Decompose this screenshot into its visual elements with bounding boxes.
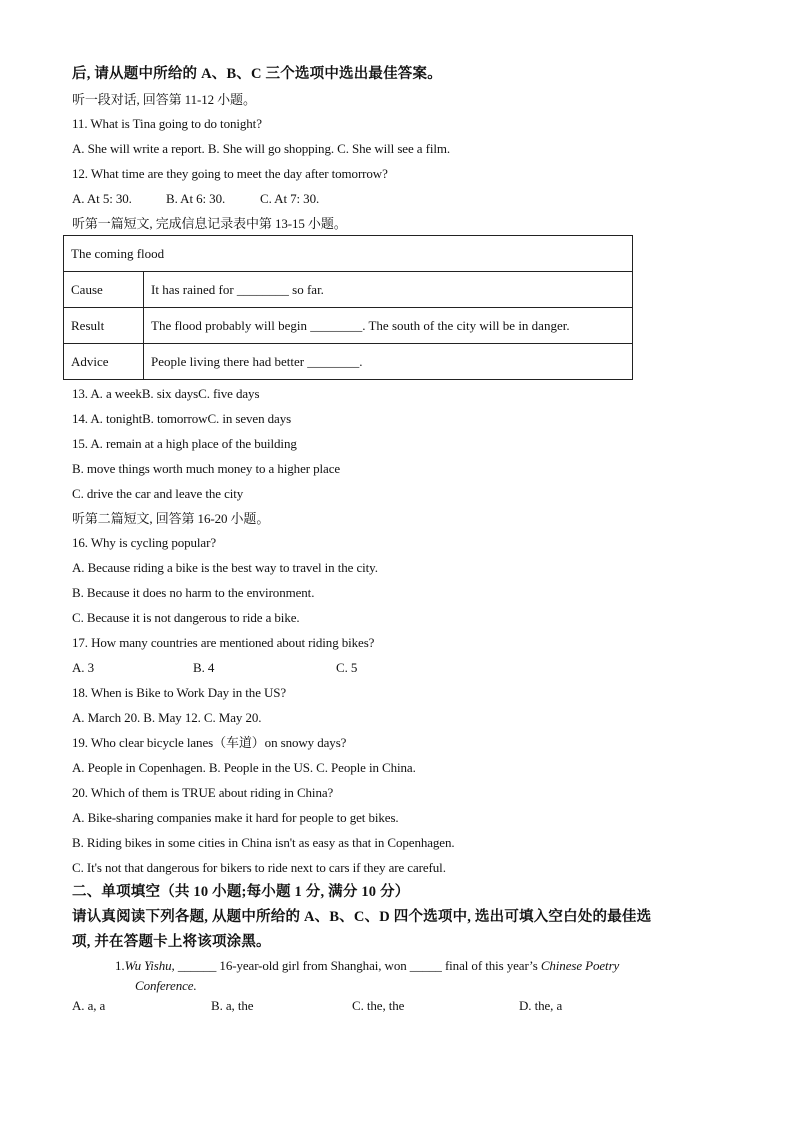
info-record-table <box>63 235 633 380</box>
question-20-option-c: C. It's not that dangerous for bikers to ride next to cars if they are careful. <box>72 860 446 875</box>
option-a: A. a, a <box>72 998 106 1013</box>
question-16-option-b: B. Because it does no harm to the environment. <box>72 585 315 600</box>
question-15-option-c: C. drive the car and leave the city <box>72 486 244 501</box>
person-name: Wu Yishu, <box>124 958 175 973</box>
row-text: The flood probably will begin ________. The south of the city will be in danger. <box>144 308 633 344</box>
option-d: D. the, a <box>519 998 563 1013</box>
question-20: 20. Which of them is TRUE about riding in China? <box>72 785 334 800</box>
option-b: B. 4 <box>193 660 215 675</box>
question-16-option-a: A. Because riding a bike is the best way to travel in the city. <box>72 560 378 575</box>
question-13: 13. A. a weekB. six daysC. five days <box>72 386 260 401</box>
listening-instruction-13-15: 听第一篇短文, 完成信息记录表中第 13-15 小题。 <box>72 216 347 231</box>
question-14: 14. A. tonightB. tomorrowC. in seven days <box>72 411 292 426</box>
table-row <box>64 308 633 344</box>
row-text: People living there had better ________. <box>144 344 633 380</box>
option-b: B. At 6: 30. <box>166 191 226 206</box>
question-12-options <box>72 191 319 207</box>
program-title: Chinese Poetry <box>540 958 620 973</box>
option-a: A. 3 <box>72 660 94 675</box>
option-c: C. the, the <box>352 998 405 1013</box>
option-c: C. 5 <box>336 660 358 675</box>
question-12: 12. What time are they going to meet the day after tomorrow? <box>72 166 388 181</box>
question-20-option-b: B. Riding bikes in some cities in China isn't as easy as that in Copenhagen. <box>72 835 455 850</box>
table-title-row <box>64 236 633 272</box>
question-18-options: A. March 20. B. May 12. C. May 20. <box>72 710 262 725</box>
question-19: 19. Who clear bicycle lanes（车道）on snowy days? <box>72 735 347 750</box>
question-11-options: A. She will write a report. B. She will go shopping. C. She will see a film. <box>72 141 451 156</box>
question-17: 17. How many countries are mentioned about riding bikes? <box>72 635 375 650</box>
table-row <box>64 272 633 308</box>
section-2-instruction-line-2: 项, 并在答题卡上将该项涂黑。 <box>72 934 271 950</box>
section-2-question-1-options <box>72 998 562 1014</box>
listening-instruction-11-12: 听一段对话, 回答第 11-12 小题。 <box>72 92 256 107</box>
question-text: ______ 16-year-old girl from Shanghai, won _____ final of this year’s <box>174 958 541 973</box>
option-c: C. At 7: 30. <box>260 191 320 206</box>
question-16: 16. Why is cycling popular? <box>72 535 217 550</box>
question-17-options <box>72 660 357 676</box>
question-16-option-c: C. Because it is not dangerous to ride a bike. <box>72 610 300 625</box>
instruction-heading: 后, 请从题中所给的 A、B、C 三个选项中选出最佳答案。 <box>72 66 442 82</box>
section-2-title: 二、单项填空（共 10 小题;每小题 1 分, 满分 10 分） <box>72 884 410 900</box>
row-label: Advice <box>64 344 144 380</box>
question-18: 18. When is Bike to Work Day in the US? <box>72 685 287 700</box>
table-title: The coming flood <box>64 236 633 272</box>
section-2-question-1 <box>115 958 619 974</box>
row-text: It has rained for ________ so far. <box>144 272 633 308</box>
question-20-option-a: A. Bike-sharing companies make it hard for people to get bikes. <box>72 810 399 825</box>
question-15-option-b: B. move things worth much money to a higher place <box>72 461 341 476</box>
row-label: Cause <box>64 272 144 308</box>
option-a: A. At 5: 30. <box>72 191 132 206</box>
table-row <box>64 344 633 380</box>
question-19-options: A. People in Copenhagen. B. People in the US. C. People in China. <box>72 760 416 775</box>
listening-instruction-16-20: 听第二篇短文, 回答第 16-20 小题。 <box>72 511 270 526</box>
question-15: 15. A. remain at a high place of the building <box>72 436 297 451</box>
row-label: Result <box>64 308 144 344</box>
question-11: 11. What is Tina going to do tonight? <box>72 116 262 131</box>
option-b: B. a, the <box>211 998 254 1013</box>
section-2-instruction-line-1: 请认真阅读下列各题, 从题中所给的 A、B、C、D 四个选项中, 选出可填入空白处的最佳选 <box>72 909 652 925</box>
question-number: 1. <box>115 958 125 973</box>
program-title-continued: Conference. <box>135 978 197 993</box>
